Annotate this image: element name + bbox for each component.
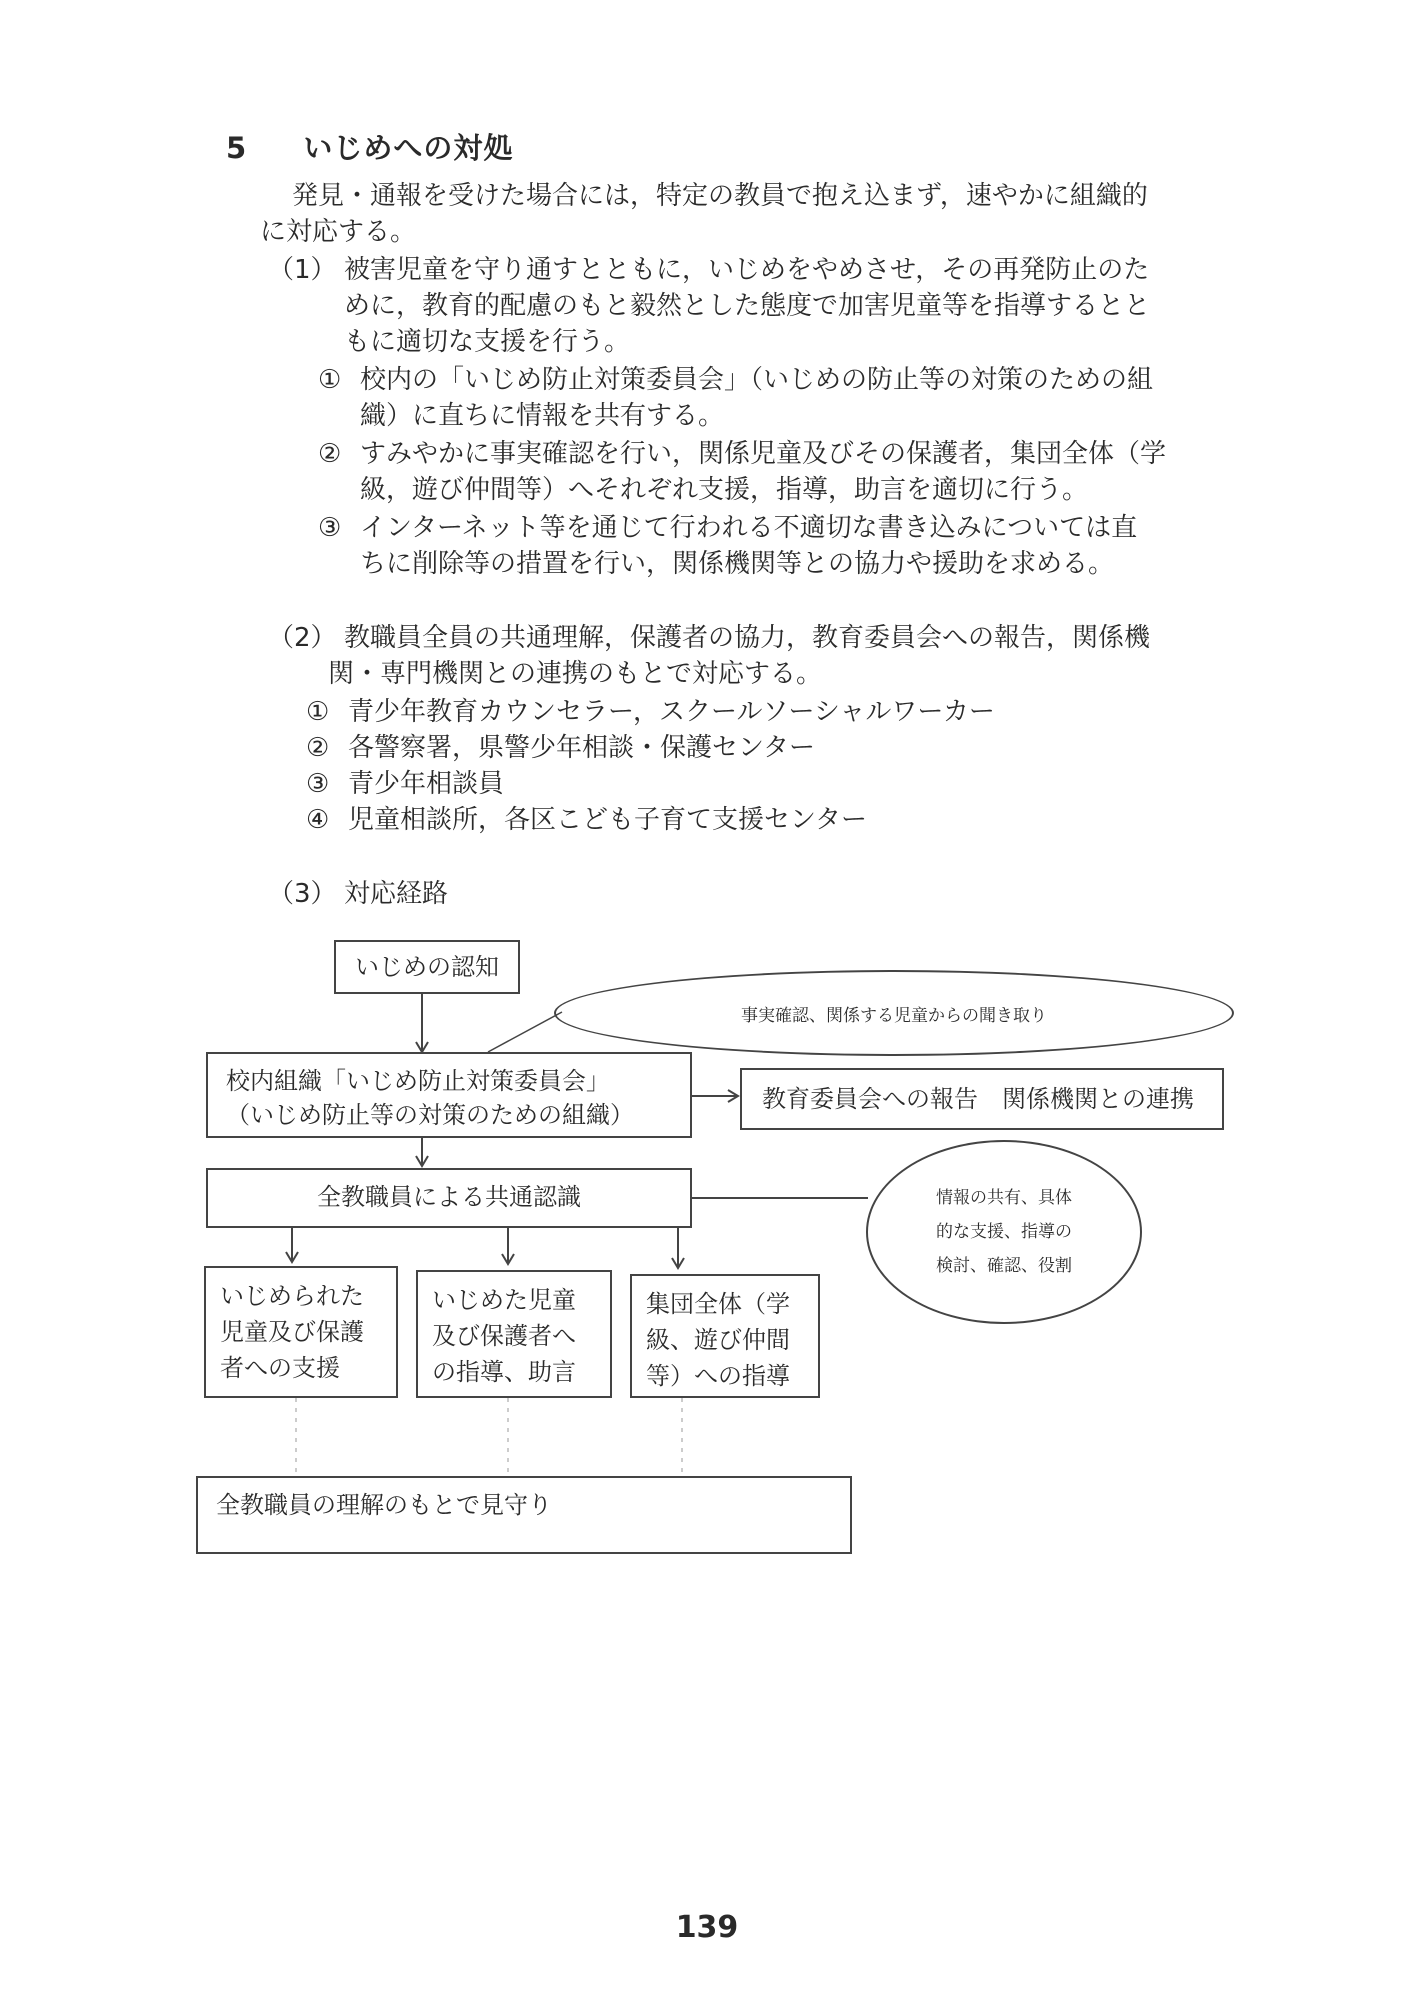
- item2-sub3-mark: ③: [306, 769, 330, 799]
- item1-sub2-mark: ②: [318, 439, 342, 469]
- flow-sharing-ellipse: [866, 1140, 1142, 1324]
- item1-sub2-line-2: 級，遊び仲間等）へそれぞれ支援，指導，助言を適切に行う。: [360, 475, 1089, 505]
- intro-line-2: に対応する。: [260, 217, 417, 247]
- flow-hearing-text: 事実確認、関係する児童からの聞き取り: [741, 1005, 1047, 1026]
- section-number: 5: [226, 131, 248, 165]
- flow-common-box: [206, 1168, 692, 1228]
- flow-watch-box: [196, 1476, 852, 1554]
- flow-victim-box: [204, 1266, 398, 1398]
- item1-line-1: 被害児童を守り通すとともに，いじめをやめさせ，その再発防止のた: [344, 255, 1150, 285]
- item1-label: （1）: [268, 255, 337, 285]
- flow-committee-box: [206, 1052, 692, 1138]
- flow-sharing-line-3: 検討、確認、役割: [936, 1256, 1072, 1276]
- item2-sub1-mark: ①: [306, 697, 330, 727]
- item1-line-3: もに適切な支援を行う。: [344, 327, 631, 357]
- item3-title: 対応経路: [344, 879, 449, 909]
- flow-group-line-3: 等）への指導: [646, 1362, 790, 1390]
- flow-offender-line-2: 及び保護者へ: [432, 1322, 576, 1350]
- flow-group-line-2: 級、遊び仲間: [646, 1326, 790, 1354]
- flow-recognition-box: [334, 940, 520, 994]
- item2-sub1-text: 青少年教育カウンセラー，スクールソーシャルワーカー: [348, 697, 995, 727]
- flow-group-line-1: 集団全体（学: [646, 1290, 790, 1318]
- flow-common-text: 全教職員による共通認識: [317, 1183, 581, 1211]
- item2-sub2-mark: ②: [306, 733, 330, 763]
- flow-victim-line-1: いじめられた: [220, 1282, 364, 1310]
- item2-line-1: 教職員全員の共通理解，保護者の協力，教育委員会への報告，関係機: [344, 623, 1151, 653]
- item1-sub1-line-1: 校内の「いじめ防止対策委員会」（いじめの防止等の対策のための組: [360, 365, 1154, 395]
- flow-offender-box: [416, 1270, 612, 1398]
- item1-sub3-line-1: インターネット等を通じて行われる不適切な書き込みについては直: [360, 513, 1138, 543]
- hearing-connector: [488, 1012, 562, 1052]
- flow-group-box: [630, 1274, 820, 1398]
- flow-sharing-line-2: 的な支援、指導の: [936, 1222, 1072, 1242]
- item1-sub1-line-2: 織）に直ちに情報を共有する。: [360, 401, 725, 431]
- item2-sub2-text: 各警察署，県警少年相談・保護センター: [348, 733, 815, 763]
- flow-victim-line-2: 児童及び保護: [220, 1318, 364, 1346]
- item1-line-2: めに，教育的配慮のもと毅然とした態度で加害児童等を指導するとと: [344, 291, 1151, 321]
- flow-sharing-line-1: 情報の共有、具体: [936, 1188, 1072, 1208]
- item2-sub4-mark: ④: [306, 805, 330, 835]
- item2-line-2: 関・専門機関との連携のもとで対応する。: [328, 659, 823, 689]
- intro-line-1: 発見・通報を受けた場合には，特定の教員で抱え込まず，速やかに組織的: [292, 181, 1148, 211]
- flow-offender-line-1: いじめた児童: [432, 1286, 576, 1314]
- flow-victim-line-3: 者への支援: [220, 1354, 340, 1382]
- flow-recognition-text: いじめの認知: [355, 953, 499, 981]
- flow-report-text: 教育委員会への報告 関係機関との連携: [762, 1085, 1194, 1113]
- flow-committee-line-2: （いじめ防止等の対策のための組織）: [226, 1101, 634, 1129]
- flow-committee-line-1: 校内組織「いじめ防止対策委員会」: [226, 1067, 610, 1095]
- page-number: 139: [675, 1910, 739, 1945]
- item2-sub4-text: 児童相談所，各区こども子育て支援センター: [348, 805, 867, 835]
- flow-watch-text: 全教職員の理解のもとで見守り: [216, 1491, 552, 1519]
- item1-sub3-line-2: ちに削除等の措置を行い，関係機関等との協力や援助を求める。: [360, 549, 1115, 579]
- flow-report-box: [740, 1068, 1224, 1130]
- item2-sub3-text: 青少年相談員: [348, 769, 505, 799]
- item2-label: （2）: [268, 623, 337, 653]
- flow-offender-line-3: の指導、助言: [432, 1358, 576, 1386]
- item1-sub2-line-1: すみやかに事実確認を行い，関係児童及びその保護者，集団全体（学: [360, 439, 1167, 469]
- flow-hearing-ellipse: [554, 970, 1234, 1056]
- item3-label: （3）: [268, 879, 337, 909]
- item1-sub3-mark: ③: [318, 513, 342, 543]
- item1-sub1-mark: ①: [318, 365, 342, 395]
- section-title: いじめへの対処: [303, 131, 514, 165]
